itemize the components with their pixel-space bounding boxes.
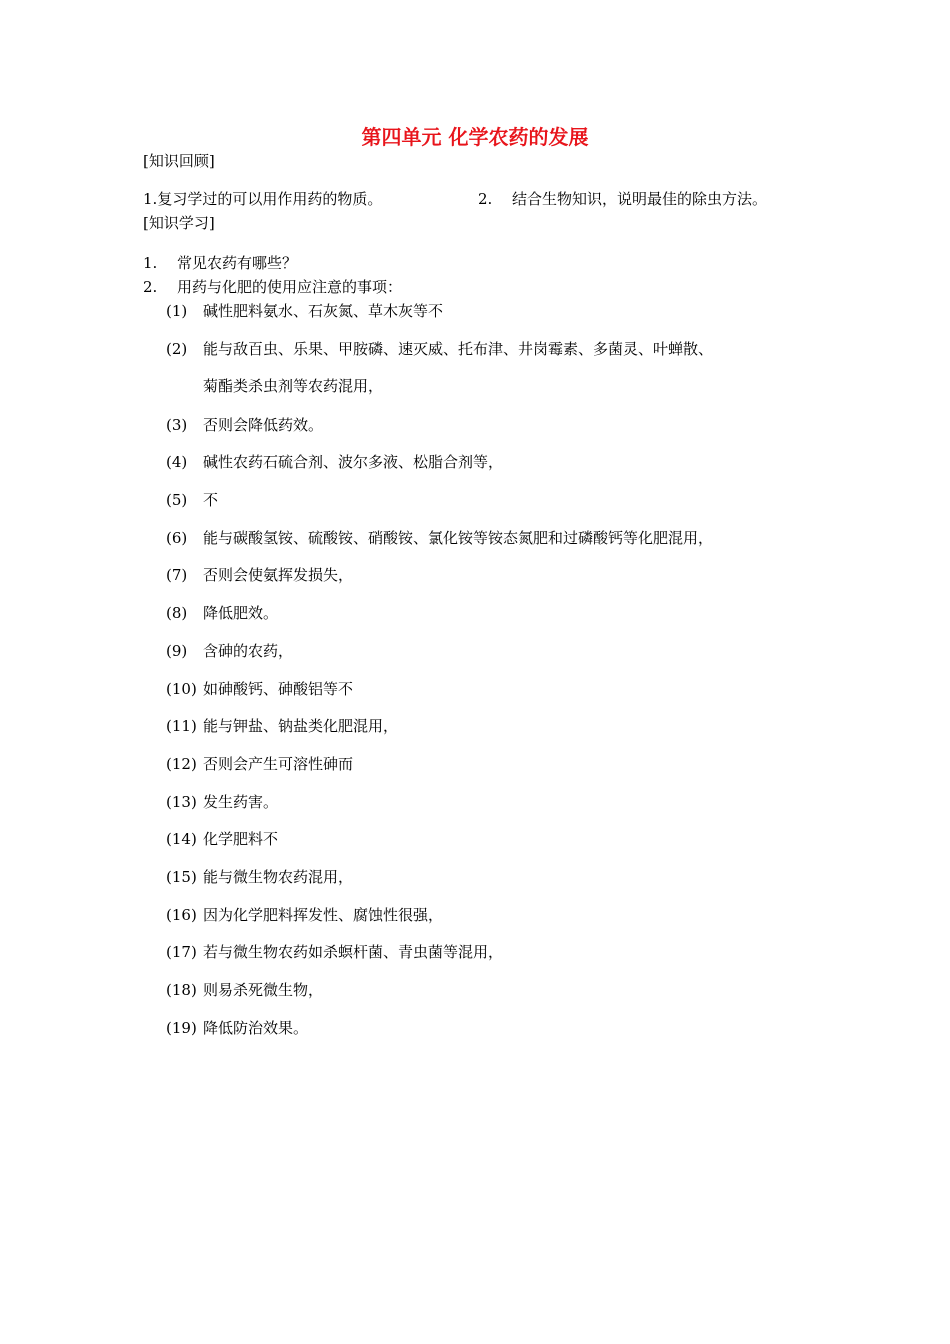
list-item-text: 发生药害。 (203, 792, 279, 811)
study-item-1-number: 1. (143, 254, 158, 272)
list-item (166, 979, 846, 1017)
list-item-text: 化学肥料不 (203, 830, 279, 849)
list-item-number: (13) (166, 792, 197, 811)
list-item-number: (18) (166, 981, 197, 999)
review-item-1 (143, 188, 382, 210)
list-item-text: 如砷酸钙、砷酸铝等不 (203, 679, 354, 698)
precautions-list (166, 300, 846, 1054)
list-item-text: 否则会产生可溶性砷而 (203, 754, 354, 773)
list-item (166, 602, 846, 640)
list-item-continuation: 菊酯类杀虫剂等农药混用， (203, 376, 384, 395)
list-item-number: (1) (166, 302, 188, 320)
review-item-2-number: 2. (478, 190, 493, 208)
list-item-text: 否则会降低药效。 (203, 415, 324, 434)
list-item (166, 338, 846, 414)
list-item (166, 715, 846, 753)
list-item-text: 降低肥效。 (203, 604, 279, 623)
list-item-text: 降低防治效果。 (203, 1018, 309, 1037)
list-item (166, 527, 846, 565)
list-item-number: (6) (166, 528, 188, 547)
list-item-text: 碱性农药石硫合剂、波尔多液、松脂合剂等， (203, 453, 504, 472)
study-item-2-text: 用药与化肥的使用应注意的事项： (177, 278, 403, 296)
list-item (166, 414, 846, 452)
list-item-text: 能与敌百虫、乐果、甲胺磷、速灭威、托布津、井岗霉素、多菌灵、叶蝉散、 (203, 339, 714, 358)
list-item (166, 640, 846, 678)
list-item-text: 含砷的农药， (203, 641, 294, 660)
list-item-text: 不 (203, 491, 219, 510)
list-item-number: (12) (166, 754, 197, 773)
review-item-2-text: 结合生物知识，说明最佳的除虫方法。 (512, 190, 768, 208)
study-item-1 (143, 252, 297, 274)
list-item-number: (15) (166, 867, 197, 886)
list-item-number: (2) (166, 339, 188, 358)
list-item (166, 904, 846, 942)
study-item-2-number: 2. (143, 278, 158, 296)
list-item-text: 因为化学肥料挥发性、腐蚀性很强， (203, 905, 444, 924)
study-item-2 (143, 276, 402, 298)
list-item-number: (16) (166, 905, 197, 924)
list-item-text: 能与钾盐、钠盐类化肥混用， (203, 717, 399, 736)
list-item-number: (8) (166, 604, 188, 623)
list-item-text: 碱性肥料氨水、石灰氮、草木灰等不 (203, 302, 444, 320)
list-item-number: (3) (166, 415, 188, 434)
list-item-number: (10) (166, 679, 197, 698)
list-item-text: 若与微生物农药如杀螟杆菌、青虫菌等混用， (203, 943, 504, 962)
list-item-number: (17) (166, 943, 197, 962)
list-item (166, 941, 846, 979)
list-item (166, 1017, 846, 1055)
list-item (166, 791, 846, 829)
list-item (166, 828, 846, 866)
list-item (166, 451, 846, 489)
review-item-1-text: 复习学过的可以用作用药的物质。 (157, 190, 383, 208)
list-item-text: 能与微生物农药混用， (203, 867, 354, 886)
list-item-text: 能与碳酸氢铵、硫酸铵、硝酸铵、氯化铵等铵态氮肥和过磷酸钙等化肥混用， (203, 528, 714, 547)
list-item (166, 564, 846, 602)
list-item-number: (5) (166, 491, 188, 510)
review-header: [知识回顾] (143, 152, 215, 170)
list-item-number: (14) (166, 830, 197, 849)
study-header: [知识学习] (143, 214, 215, 232)
list-item-number: (11) (166, 717, 197, 736)
list-item-number: (19) (166, 1018, 197, 1037)
review-item-1-number: 1. (143, 190, 158, 208)
review-item-2 (478, 188, 767, 210)
list-item-number: (7) (166, 566, 188, 585)
list-item-text: 则易杀死微生物， (203, 981, 324, 999)
study-item-1-text: 常见农药有哪些？ (177, 254, 298, 272)
page-title: 第四单元 化学农药的发展 (361, 125, 589, 149)
list-item (166, 300, 846, 338)
list-item (166, 753, 846, 791)
list-item (166, 489, 846, 527)
list-item-text: 否则会使氨挥发损失， (203, 566, 354, 585)
list-item (166, 678, 846, 716)
list-item (166, 866, 846, 904)
list-item-number: (4) (166, 453, 188, 472)
list-item-number: (9) (166, 641, 188, 660)
